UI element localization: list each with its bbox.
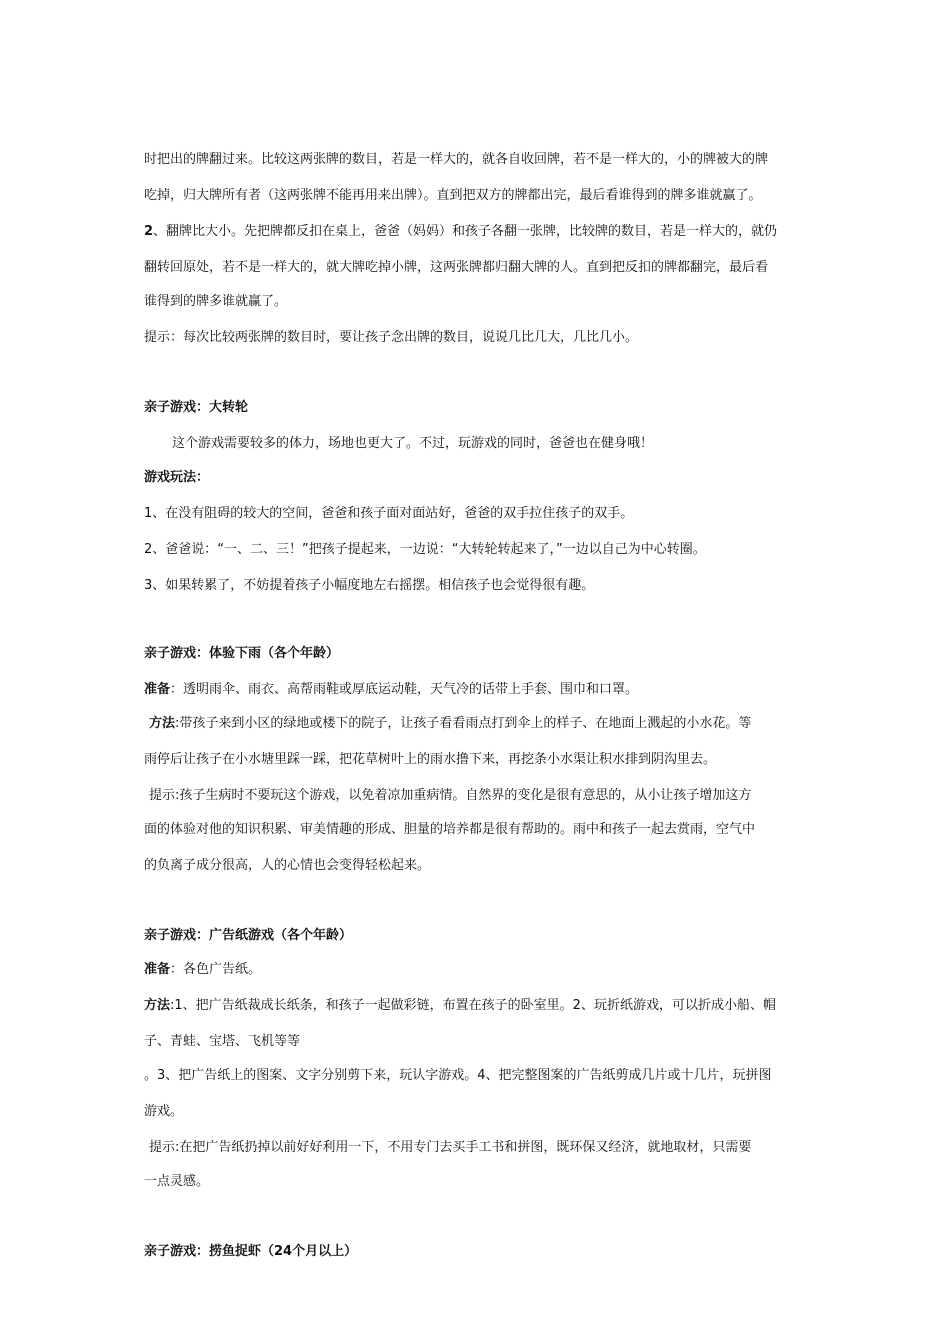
body-text-line: 游戏。	[144, 1104, 184, 1119]
heading-number: 24	[274, 1244, 293, 1259]
tip-text: 提示:在把广告纸扔掉以前好好利用一下，不用专门去买手工书和拼图，既环保又经济，就地取材，只需要	[149, 1140, 752, 1155]
heading-text: 个月以上）	[292, 1244, 358, 1259]
step-item: 2、爸爸说：“一、二、三！”把孩子提起来，一边说：“大转轮转起来了，”一边以自己为中心转圈。	[144, 542, 706, 557]
body-text-line: 谁得到的牌多谁就赢了。	[144, 294, 288, 309]
method-label: 方法	[149, 716, 176, 731]
method-label: 方法	[144, 998, 171, 1013]
prep-label: 准备	[144, 682, 171, 697]
body-text-line: 吃掉，归大牌所有者（这两张牌不能再用来出牌）。直到把双方的牌都出完，最后看谁得到的牌多谁就赢了。	[144, 188, 762, 203]
body-text-line: 翻转回原处，若不是一样大的，就大牌吃掉小牌，这两张牌都归翻大牌的人。直到把反扣的牌都翻完，最后看	[144, 260, 769, 275]
tip-text: 提示：每次比较两张牌的数目时，要让孩子念出牌的数目，说说几比几大，几比几小。	[144, 330, 639, 345]
body-text-line: 时把出的牌翻过来。比较这两张牌的数目，若是一样大的，就各自收回牌，若不是一样大的，小的牌被大的牌	[144, 152, 769, 167]
list-number: 2	[144, 224, 154, 239]
prep-text: ：透明雨伞、雨衣、高帮雨鞋或厚底运动鞋，天气冷的话带上手套、围巾和口罩。	[170, 682, 639, 697]
body-text-line: 雨停后让孩子在小水塘里踩一踩，把花草树叶上的雨水撸下来，再挖条小水渠让积水排到阴沟里去。	[144, 752, 717, 767]
prep-line	[144, 680, 814, 700]
body-text-line: 一点灵感。	[144, 1174, 210, 1189]
section-heading	[144, 1242, 814, 1262]
intro-text: 这个游戏需要较多的体力，场地也更大了。不过，玩游戏的同时，爸爸也在健身哦！	[172, 436, 654, 451]
method-text: :1、把广告纸裁成长纸条，和孩子一起做彩链，布置在孩子的卧室里。2、玩折纸游戏，可以折成小船、帽	[170, 998, 776, 1013]
section-heading: 亲子游戏：体验下雨（各个年龄）	[144, 646, 340, 661]
heading-text: 亲子游戏：捞鱼捉虾（	[144, 1244, 275, 1259]
body-text-line	[144, 222, 814, 242]
step-item: 3、如果转累了，不妨提着孩子小幅度地左右摇摆。相信孩子也会觉得很有趣。	[144, 578, 595, 593]
method-text: :带孩子来到小区的绿地或楼下的院子，让孩子看看雨点打到伞上的样子、在地面上溅起的小水花。等	[175, 716, 752, 731]
section-heading: 亲子游戏：大转轮	[144, 400, 249, 415]
body-text: 、翻牌比大小。先把牌都反扣在桌上，爸爸（妈妈）和孩子各翻一张牌，比较牌的数目，若是一样大的，就仍	[153, 224, 778, 239]
section-heading: 亲子游戏：广告纸游戏（各个年龄）	[144, 928, 353, 943]
prep-line	[144, 960, 814, 980]
body-text-line: 的负离子成分很高，人的心情也会变得轻松起来。	[144, 858, 431, 873]
tip-text: 提示:孩子生病时不要玩这个游戏，以免着凉加重病情。自然界的变化是很有意思的，从小让孩子增加这方	[149, 788, 752, 803]
prep-label: 准备	[144, 962, 171, 977]
body-text-line: 子、青蛙、宝塔、飞机等等	[144, 1034, 301, 1049]
method-line	[144, 996, 814, 1016]
subheading: 游戏玩法：	[144, 470, 210, 485]
prep-text: ：各色广告纸。	[170, 962, 262, 977]
body-text-line: 面的体验对他的知识积累、审美情趣的形成、胆量的培养都是很有帮助的。雨中和孩子一起去赏雨，空气中	[144, 822, 756, 837]
method-line	[149, 714, 819, 734]
body-text-line: 。3、把广告纸上的图案、文字分别剪下来，玩认字游戏。4、把完整图案的广告纸剪成几片或十几片，玩拼图	[144, 1068, 772, 1083]
step-item: 1、在没有阻碍的较大的空间，爸爸和孩子面对面站好，爸爸的双手拉住孩子的双手。	[144, 506, 634, 521]
